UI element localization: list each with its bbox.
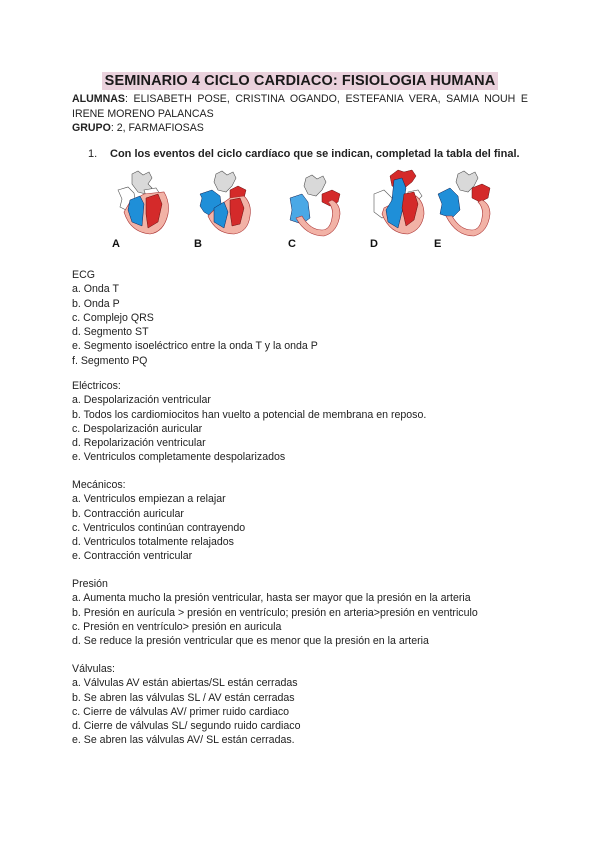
section-electricos (72, 379, 426, 465)
list-item: c. Complejo QRS (72, 311, 154, 324)
list-item: c. Cierre de válvulas AV/ primer ruido cardiaco (72, 705, 290, 718)
heart-label-a: A (112, 238, 120, 250)
section-heading: Válvulas: (72, 663, 115, 675)
list-item: f. Segmento PQ (72, 354, 148, 367)
section-heading: Presión (72, 578, 108, 590)
section-heading: Eléctricos: (72, 380, 121, 392)
section-valvulas (72, 662, 301, 748)
list-item: b. Se abren las válvulas SL / AV están cerradas (72, 691, 295, 704)
heart-diagram-e (432, 168, 502, 250)
list-item: a. Onda T (72, 283, 119, 296)
page-title: SEMINARIO 4 CICLO CARDIACO: FISIOLOGIA HUMANA (102, 72, 499, 90)
list-item: a. Despolarización ventricular (72, 394, 211, 407)
section-heading: Mecánicos: (72, 479, 126, 491)
question-number: 1. (88, 148, 98, 160)
heart-b-icon (192, 168, 262, 240)
title-container (0, 72, 600, 90)
list-item: b. Contracción auricular (72, 507, 184, 520)
heart-diagram-a (110, 168, 180, 250)
group-value: : 2, FARMAFIOSAS (110, 122, 204, 134)
list-item: d. Repolarización ventricular (72, 437, 206, 450)
heart-diagram-d (368, 168, 438, 250)
students-line (72, 92, 528, 121)
list-item: b. Presión en aurícula > presión en ventrículo; presión en arteria>presión en ventriculo (72, 606, 478, 619)
question-1 (88, 148, 520, 160)
list-item: d. Ventriculos totalmente relajados (72, 536, 234, 549)
heart-e-icon (432, 168, 502, 240)
group-line (72, 121, 528, 136)
list-item: d. Segmento ST (72, 326, 149, 339)
section-heading: ECG (72, 269, 95, 281)
list-item: c. Despolarización auricular (72, 422, 203, 435)
section-ecg (72, 268, 318, 368)
heart-a-icon (110, 168, 180, 240)
list-item: e. Contracción ventricular (72, 550, 193, 563)
heart-c-icon (282, 168, 352, 240)
section-presion (72, 577, 478, 648)
heart-diagrams (110, 168, 500, 250)
students-value: : ELISABETH POSE, CRISTINA OGANDO, ESTEFANIA VERA, SAMIA NOUH E IRENE MORENO PALANCAS (72, 93, 528, 120)
list-item: d. Cierre de válvulas SL/ segundo ruido cardiaco (72, 720, 301, 733)
list-item: e. Ventriculos completamente despolarizados (72, 451, 286, 464)
heart-diagram-b (192, 168, 262, 250)
list-item: a. Ventriculos empiezan a relajar (72, 493, 226, 506)
heart-label-d: D (370, 238, 378, 250)
question-text: Con los eventos del ciclo cardíaco que se indican, completad la tabla del final. (110, 148, 520, 160)
list-item: e. Se abren las válvulas AV/ SL están cerradas. (72, 734, 295, 747)
list-item: e. Segmento isoeléctrico entre la onda T y la onda P (72, 340, 318, 353)
students-label: ALUMNAS (72, 93, 125, 105)
list-item: a. Válvulas AV están abiertas/SL están cerradas (72, 677, 298, 690)
heart-d-icon (368, 168, 438, 240)
list-item: d. Se reduce la presión ventricular que es menor que la presión en la arteria (72, 635, 429, 648)
list-item: c. Presión en ventrículo> presión en auricula (72, 620, 282, 633)
heart-diagram-c (282, 168, 352, 250)
list-item: b. Todos los cardiomiocitos han vuelto a potencial de membrana en reposo. (72, 408, 427, 421)
heart-label-e: E (434, 238, 442, 250)
group-label: GRUPO (72, 122, 111, 134)
heart-label-c: C (288, 238, 296, 250)
section-mecanicos (72, 478, 245, 564)
list-item: b. Onda P (72, 297, 120, 310)
heart-label-b: B (194, 238, 202, 250)
list-item: c. Ventriculos continúan contrayendo (72, 521, 246, 534)
list-item: a. Aumenta mucho la presión ventricular, hasta ser mayor que la presión en la arteria (72, 592, 471, 605)
